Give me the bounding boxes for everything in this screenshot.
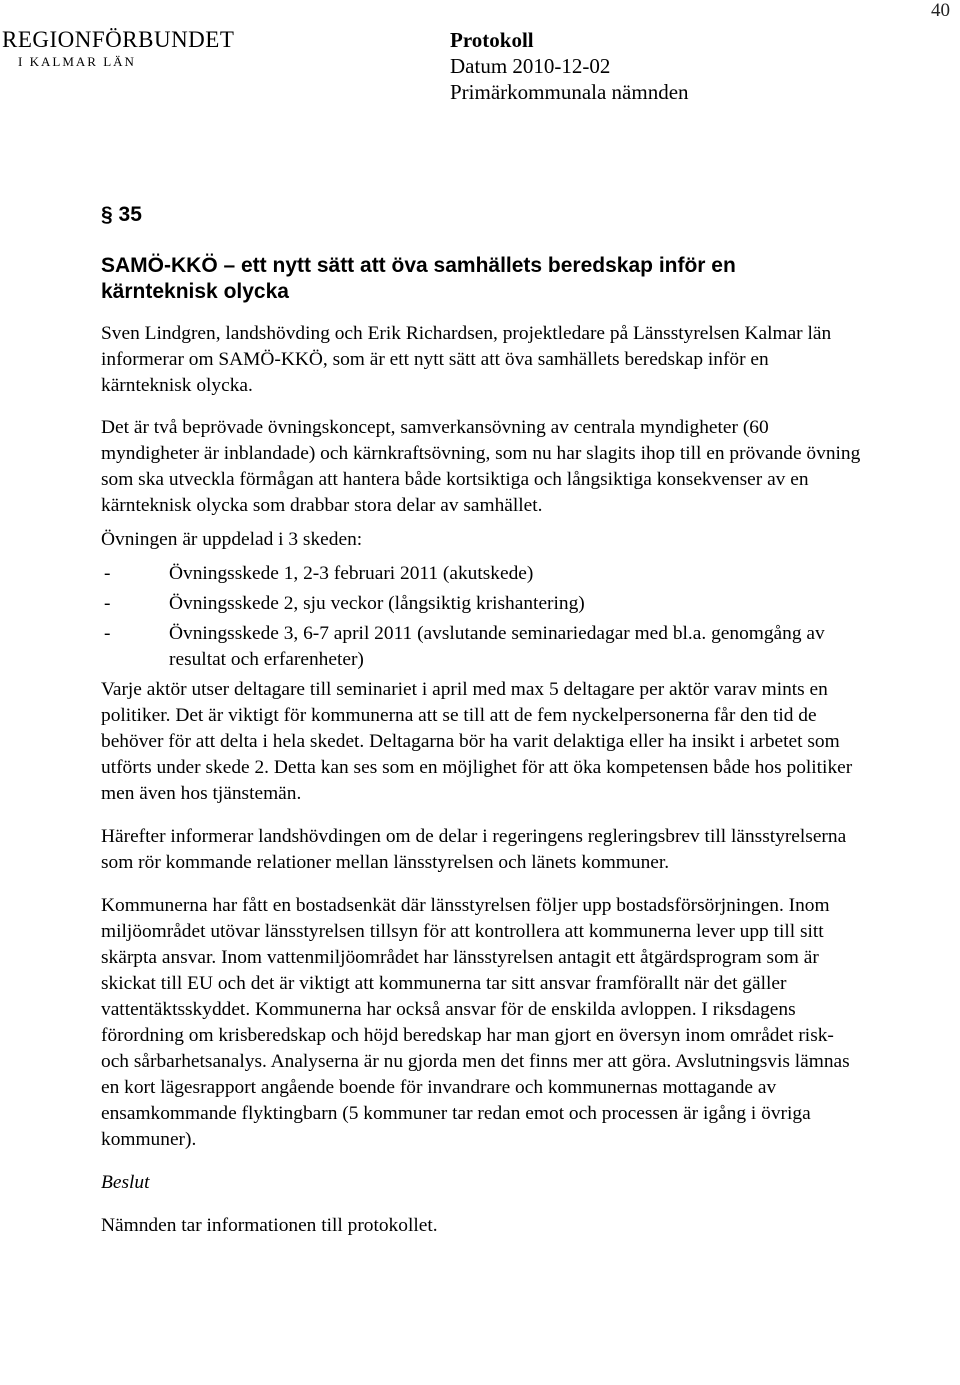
document-date: Datum 2010-12-02 [450,54,611,78]
phase-item [101,561,861,587]
municipalities-paragraph: Kommunerna har fått en bostadsenkät där länsstyrelsen följer upp bostadsförsörjningen. Inom miljöområdet utövar länsstyrelsen tillsyn för att kontrollera att kommunerna lever upp till sitt skärpta ansvar. Inom vattenmiljöområdet har länsstyrelsen antagit ett åtgärdsprogram som är skickat till EU och det är viktigt att kommunerna tar sitt ansvar framförallt när det gäller vattentäktsskyddet. Kommunerna har också ansvar för de enskilda avloppen. I riksdagens förordning om krisberedskap och höjd beredskap har man gjort en översyn inom området risk- och sårbarhetsanalys. Analyserna är nu gjorda men det finns mer att göra. Avslutningsvis lämnas en kort lägesrapport angående boende för invandrare och kommunernas mottagande av ensamkommande flyktingbarn (5 kommuner tar redan emot och processen är igång i övriga kommuner). [101,895,850,1150]
list-dash: - [104,623,111,644]
logo-wordmark: REGIONFÖRBUNDET [2,27,235,52]
document-body [101,321,861,1239]
phase-item [101,621,861,673]
decision-text: Nämnden tar informationen till protokollet. [101,1215,438,1236]
phase-text: Övningsskede 1, 2-3 februari 2011 (akutskede) [169,563,534,584]
list-dash: - [104,593,111,614]
phase-item [101,591,861,617]
document-type: Protokoll [450,28,534,52]
section-title: SAMÖ-KKÖ – ett nytt sätt att öva samhällets beredskap inför en kärnteknisk olycka [101,254,736,303]
logo-subtitle: I KALMAR LÄN [18,54,136,69]
committee-name: Primärkommunala nämnden [450,80,689,104]
page-number: 40 [931,0,950,21]
phases-intro: Övningen är uppdelad i 3 skeden: [101,529,363,550]
phase-text: Övningsskede 2, sju veckor (långsiktig krishantering) [169,593,585,614]
intro-paragraph: Sven Lindgren, landshövding och Erik Richardsen, projektledare på Länsstyrelsen Kalmar län informerar om SAMÖ-KKÖ, som är ett nytt sätt att öva samhällets beredskap inför en kärnteknisk olycka. [101,323,832,396]
regionforbundet-logo [2,27,235,70]
government-paragraph: Härefter informerar landshövdingen om de delar i regeringens regleringsbrev till länsstyrelserna som rör kommande relationer mellan länsstyrelsen och länets kommuner. [101,826,847,873]
section-number: § 35 [101,203,142,226]
participants-paragraph: Varje aktör utser deltagare till seminariet i april med max 5 deltagare per aktör varav mints en politiker. Det är viktigt för kommunerna att se till att de fem nyckelpersonerna får den tid de behöver för att delta i hela skedet. Deltagarna bör ha varit delaktiga eller ha insikt i arbetet som utförts under skede 2. Detta kan ses som en möjlighet för att öka kompetensen både hos politiker men även hos tjänstemän. [101,679,853,804]
document-header [450,27,689,105]
decision-label: Beslut [101,1172,150,1193]
list-dash: - [104,563,111,584]
concept-paragraph: Det är två beprövade övningskoncept, samverkansövning av centrala myndigheter (60 myndigheter är inblandade) och kärnkraftsövning, som nu har slagits ihop till en prövande övning som ska utveckla förmågan att hantera både kortsiktiga och långsiktiga konsekvenser av en kärnteknisk olycka som drabbar stora delar av samhället. [101,417,861,516]
phase-text: Övningsskede 3, 6-7 april 2011 (avslutande seminariedagar med bl.a. genomgång av resultat och erfarenheter) [169,623,825,670]
phases-list [101,561,861,673]
